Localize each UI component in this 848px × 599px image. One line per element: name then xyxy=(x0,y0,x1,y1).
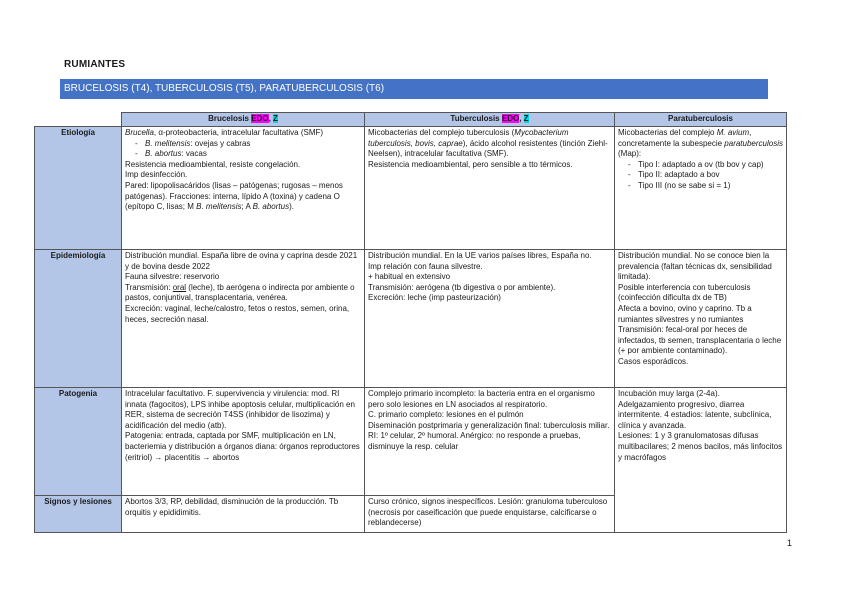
list-item: - B. melitensis: ovejas y cabras xyxy=(125,139,361,150)
edo-tag: EDO xyxy=(251,114,269,123)
table-row-epidemiologia xyxy=(35,250,787,388)
cell-patogenia-tuberculosis: Complejo primario incompleto: la bacteria entra en el organismo pero solo lesiones en LN asociados al respiratorio. C. primario completo: lesiones en el pulmón Diseminación postprimaria y generalización final: tuberculosis miliar. RI: 1º celular, 2º humoral. Anérgico: no responde a pruebas, disminuye la resp. celular xyxy=(365,388,615,496)
table-header-row xyxy=(35,113,787,127)
cell-etiologia-tuberculosis: Micobacterias del complejo tuberculosis (Mycobacterium tuberculosis, bovis, caprae), ácido alcohol resistentes (tinción Ziehl-Neelsen), intracelular facultativa (SMF). Resistencia medioambiental, pero sensible a tto térmicos. xyxy=(365,127,615,250)
cell-patogenia-paratuberculosis: Incubación muy larga (2-4a). Adelgazamiento progresivo, diarrea intermitente. 4 estadios: latente, subclínica, clínica y avanzada. Lesiones: 1 y 3 granulomatosas difusas multibacilares; 2 menos bacilos, más linfocitos y macrófagos xyxy=(615,388,787,533)
cell-epidemiologia-tuberculosis: Distribución mundial. En la UE varios países libres, España no. Imp relación con fauna silvestre. + habitual en extensivo Transmisión: aerógena (tb digestiva o por ambiente). Excreción: leche (imp pasteurización) xyxy=(365,250,615,388)
row-header-patogenia: Patogenia xyxy=(35,388,122,496)
list-item: - Tipo III (no se sabe si = 1) xyxy=(618,181,783,192)
cell-patogenia-brucelosis: Intracelular facultativo. F. supervivencia y virulencia: mod. RI innata (fagocitos), LPS inhibe apoptosis celular, multiplicación en RER, sistema de secreción T4SS (inhibidor de lisozima) y acidificación del medio (atb). Patogenia: entrada, captada por SMF, multiplicación en LN, bacteriemia y distribución a órganos diana: órganos reproductores (eritriol) → placentitis → abortos xyxy=(122,388,365,496)
table-row-patogenia xyxy=(35,388,787,496)
column-header-tuberculosis: Tuberculosis EDO, Z xyxy=(365,113,615,127)
corner-cell xyxy=(35,113,122,127)
cell-etiologia-paratuberculosis: Micobacterias del complejo M. avium, concretamente la subespecie paratuberculosis (Map): - Tipo I: adaptado a ov (tb bov y cap) - Tipo II: adaptado a bov - Tipo III (no se sabe si = 1) xyxy=(615,127,787,250)
page-header-title: RUMIANTES xyxy=(64,59,126,70)
section-banner: BRUCELOSIS (T4), TUBERCULOSIS (T5), PARATUBERCULOSIS (T6) xyxy=(60,79,768,99)
list-item: - Tipo II: adaptado a bov xyxy=(618,170,783,181)
cell-signos-brucelosis: Abortos 3/3, RP, debilidad, disminución de la producción. Tb orquitis y epididimitis. xyxy=(122,496,365,533)
column-header-paratuberculosis: Paratuberculosis xyxy=(615,113,787,127)
table-row-etiologia xyxy=(35,127,787,250)
column-header-brucelosis: Brucelosis EDO, Z xyxy=(122,113,365,127)
list-item: - B. abortus: vacas xyxy=(125,149,361,160)
zoonosis-tag: Z xyxy=(273,114,278,123)
cell-epidemiologia-paratuberculosis: Distribución mundial. No se conoce bien la prevalencia (faltan técnicas dx, sensibilidad limitada). Posible interferencia con tuberculosis (coinfección dificulta dx de TB) Afecta a bovino, ovino y caprino. Tb a rumiantes silvestres y no rumiantes Transmisión: fecal-oral por heces de infectados, tb semen, transplacentaria o leche (+ por ambiente contaminado). Casos esporádicos. xyxy=(615,250,787,388)
edo-tag: EDO xyxy=(501,114,520,123)
page-number: 1 xyxy=(786,538,792,548)
row-header-epidemiologia: Epidemiología xyxy=(35,250,122,388)
row-header-etiologia: Etiología xyxy=(35,127,122,250)
cell-signos-tuberculosis: Curso crónico, signos inespecíficos. Lesión: granuloma tuberculoso (necrosis por caseificación que puede enquistarse, calcificarse o reblandecerse) xyxy=(365,496,615,533)
zoonosis-tag: Z xyxy=(523,114,529,123)
cell-epidemiologia-brucelosis: Distribución mundial. España libre de ovina y caprina desde 2021 y de bovina desde 2022 Fauna silvestre: reservorio Transmisión: oral (leche), tb aerógena o indirecta por ambiente o pastos, conjuntival, transplacentaria, venérea. Excreción: vaginal, leche/calostro, fetos o restos, semen, orina, heces, secreción nasal. xyxy=(122,250,365,388)
cell-etiologia-brucelosis: Brucella, α-proteobacteria, intracelular facultativa (SMF) - B. melitensis: ovejas y cabras - B. abortus: vacas Resistencia medioambiental, resiste congelación. Imp desinfección. Pared: lipopolisacáridos (lisas – patógenas; rugosas – menos patógenas). Fracciones: interna, lípido A (toxina) y cadena O (epítopo C, lisas; M B. melitensis; A B. abortus). xyxy=(122,127,365,250)
row-header-signos: Signos y lesiones xyxy=(35,496,122,533)
comparison-table xyxy=(34,112,787,533)
list-item: - Tipo I: adaptado a ov (tb bov y cap) xyxy=(618,160,783,171)
